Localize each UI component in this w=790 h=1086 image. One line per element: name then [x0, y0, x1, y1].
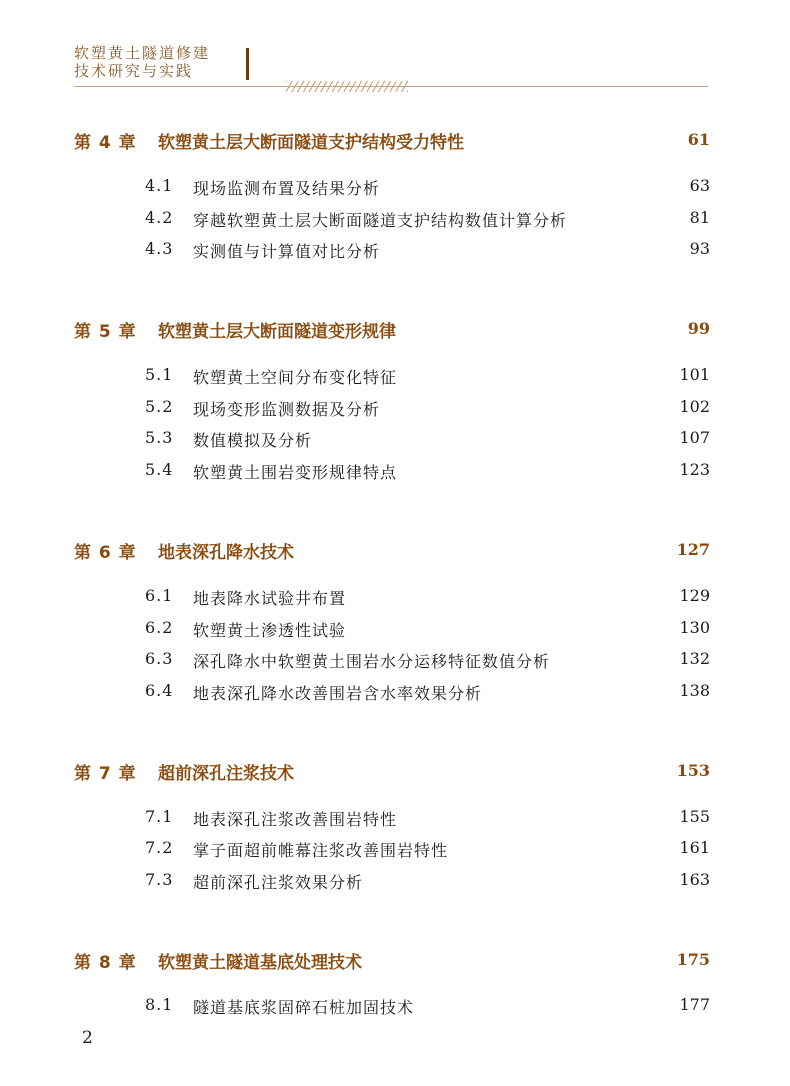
header-divider-bar: [246, 48, 249, 80]
section-title: 地表深孔注浆改善围岩特性: [193, 810, 398, 829]
chapter-title: 软塑黄土层大断面隧道支护结构受力特性: [158, 133, 464, 153]
section-title: 超前深孔注浆效果分析: [193, 873, 364, 892]
chapter-number: 第 5 章: [74, 322, 137, 342]
section-page: 155: [679, 807, 710, 826]
section-page: 138: [679, 681, 710, 700]
section-entry[interactable]: [145, 649, 710, 673]
chapter-page: 127: [676, 540, 710, 559]
section-title: 软塑黄土围岩变形规律特点: [193, 463, 398, 482]
section-title: 实测值与计算值对比分析: [193, 242, 381, 261]
chapter-page: 99: [687, 319, 710, 338]
header-title-line2: 技术研究与实践: [74, 62, 194, 80]
section-title: 深孔降水中软塑黄土围岩水分运移特征数值分析: [193, 652, 551, 671]
section-number: 7.2: [145, 838, 174, 857]
section-number: 8.1: [145, 995, 174, 1014]
section-number: 7.3: [145, 870, 174, 889]
chapter-number: 第 6 章: [74, 543, 137, 563]
section-entry[interactable]: [145, 838, 710, 862]
section-page: 102: [679, 397, 710, 416]
section-page: 63: [689, 176, 710, 195]
section-number: 5.2: [145, 397, 174, 416]
section-entry[interactable]: [145, 618, 710, 642]
section-page: 93: [689, 239, 710, 258]
chapter-heading[interactable]: [74, 538, 710, 564]
section-number: 6.3: [145, 649, 174, 668]
section-title: 掌子面超前帷幕注浆改善围岩特性: [193, 841, 449, 860]
section-number: 6.2: [145, 618, 174, 637]
section-page: 130: [679, 618, 710, 637]
section-title: 穿越软塑黄土层大断面隧道支护结构数值计算分析: [193, 211, 568, 230]
chapter-title: 超前深孔注浆技术: [158, 764, 294, 784]
header-ornament: [286, 81, 408, 92]
header-title-line1: 软塑黄土隧道修建: [74, 44, 211, 62]
section-title: 现场变形监测数据及分析: [193, 400, 381, 419]
section-entry[interactable]: [145, 681, 710, 705]
section-number: 5.1: [145, 365, 174, 384]
section-title: 现场监测布置及结果分析: [193, 179, 381, 198]
chapter-heading[interactable]: [74, 759, 710, 785]
section-entry[interactable]: [145, 365, 710, 389]
section-entry[interactable]: [145, 995, 710, 1019]
section-page: 101: [679, 365, 710, 384]
chapter-number: 第 4 章: [74, 133, 137, 153]
section-entry[interactable]: [145, 460, 710, 484]
section-entry[interactable]: [145, 586, 710, 610]
chapter-page: 61: [687, 130, 710, 149]
section-page: 107: [679, 428, 710, 447]
section-title: 软塑黄土空间分布变化特征: [193, 368, 398, 387]
section-title: 地表深孔降水改善围岩含水率效果分析: [193, 684, 483, 703]
section-number: 7.1: [145, 807, 174, 826]
section-number: 4.3: [145, 239, 174, 258]
section-entry[interactable]: [145, 428, 710, 452]
chapter-number: 第 8 章: [74, 953, 137, 973]
section-number: 5.4: [145, 460, 174, 479]
section-entry[interactable]: [145, 397, 710, 421]
chapter-heading[interactable]: [74, 317, 710, 343]
section-entry[interactable]: [145, 239, 710, 263]
section-page: 81: [689, 208, 710, 227]
chapter-page: 153: [676, 761, 710, 780]
chapter-title: 软塑黄土隧道基底处理技术: [158, 953, 362, 973]
running-header: [74, 44, 210, 80]
chapter-title: 软塑黄土层大断面隧道变形规律: [158, 322, 396, 342]
section-page: 129: [679, 586, 710, 605]
section-page: 177: [679, 995, 710, 1014]
section-entry[interactable]: [145, 870, 710, 894]
section-page: 123: [679, 460, 710, 479]
chapter-title: 地表深孔降水技术: [158, 543, 294, 563]
section-entry[interactable]: [145, 176, 710, 200]
section-title: 软塑黄土渗透性试验: [193, 621, 347, 640]
section-number: 4.1: [145, 176, 174, 195]
section-page: 132: [679, 649, 710, 668]
section-title: 地表降水试验井布置: [193, 589, 347, 608]
section-number: 5.3: [145, 428, 174, 447]
section-entry[interactable]: [145, 807, 710, 831]
chapter-page: 175: [676, 950, 710, 969]
chapter-heading[interactable]: [74, 948, 710, 974]
section-entry[interactable]: [145, 208, 710, 232]
section-title: 数值模拟及分析: [193, 431, 313, 450]
chapter-number: 第 7 章: [74, 764, 137, 784]
section-number: 4.2: [145, 208, 174, 227]
section-page: 163: [679, 870, 710, 889]
chapter-heading[interactable]: [74, 128, 710, 154]
page-number: 2: [82, 1028, 93, 1048]
section-number: 6.4: [145, 681, 174, 700]
section-page: 161: [679, 838, 710, 857]
section-number: 6.1: [145, 586, 174, 605]
section-title: 隧道基底浆固碎石桩加固技术: [193, 998, 415, 1017]
